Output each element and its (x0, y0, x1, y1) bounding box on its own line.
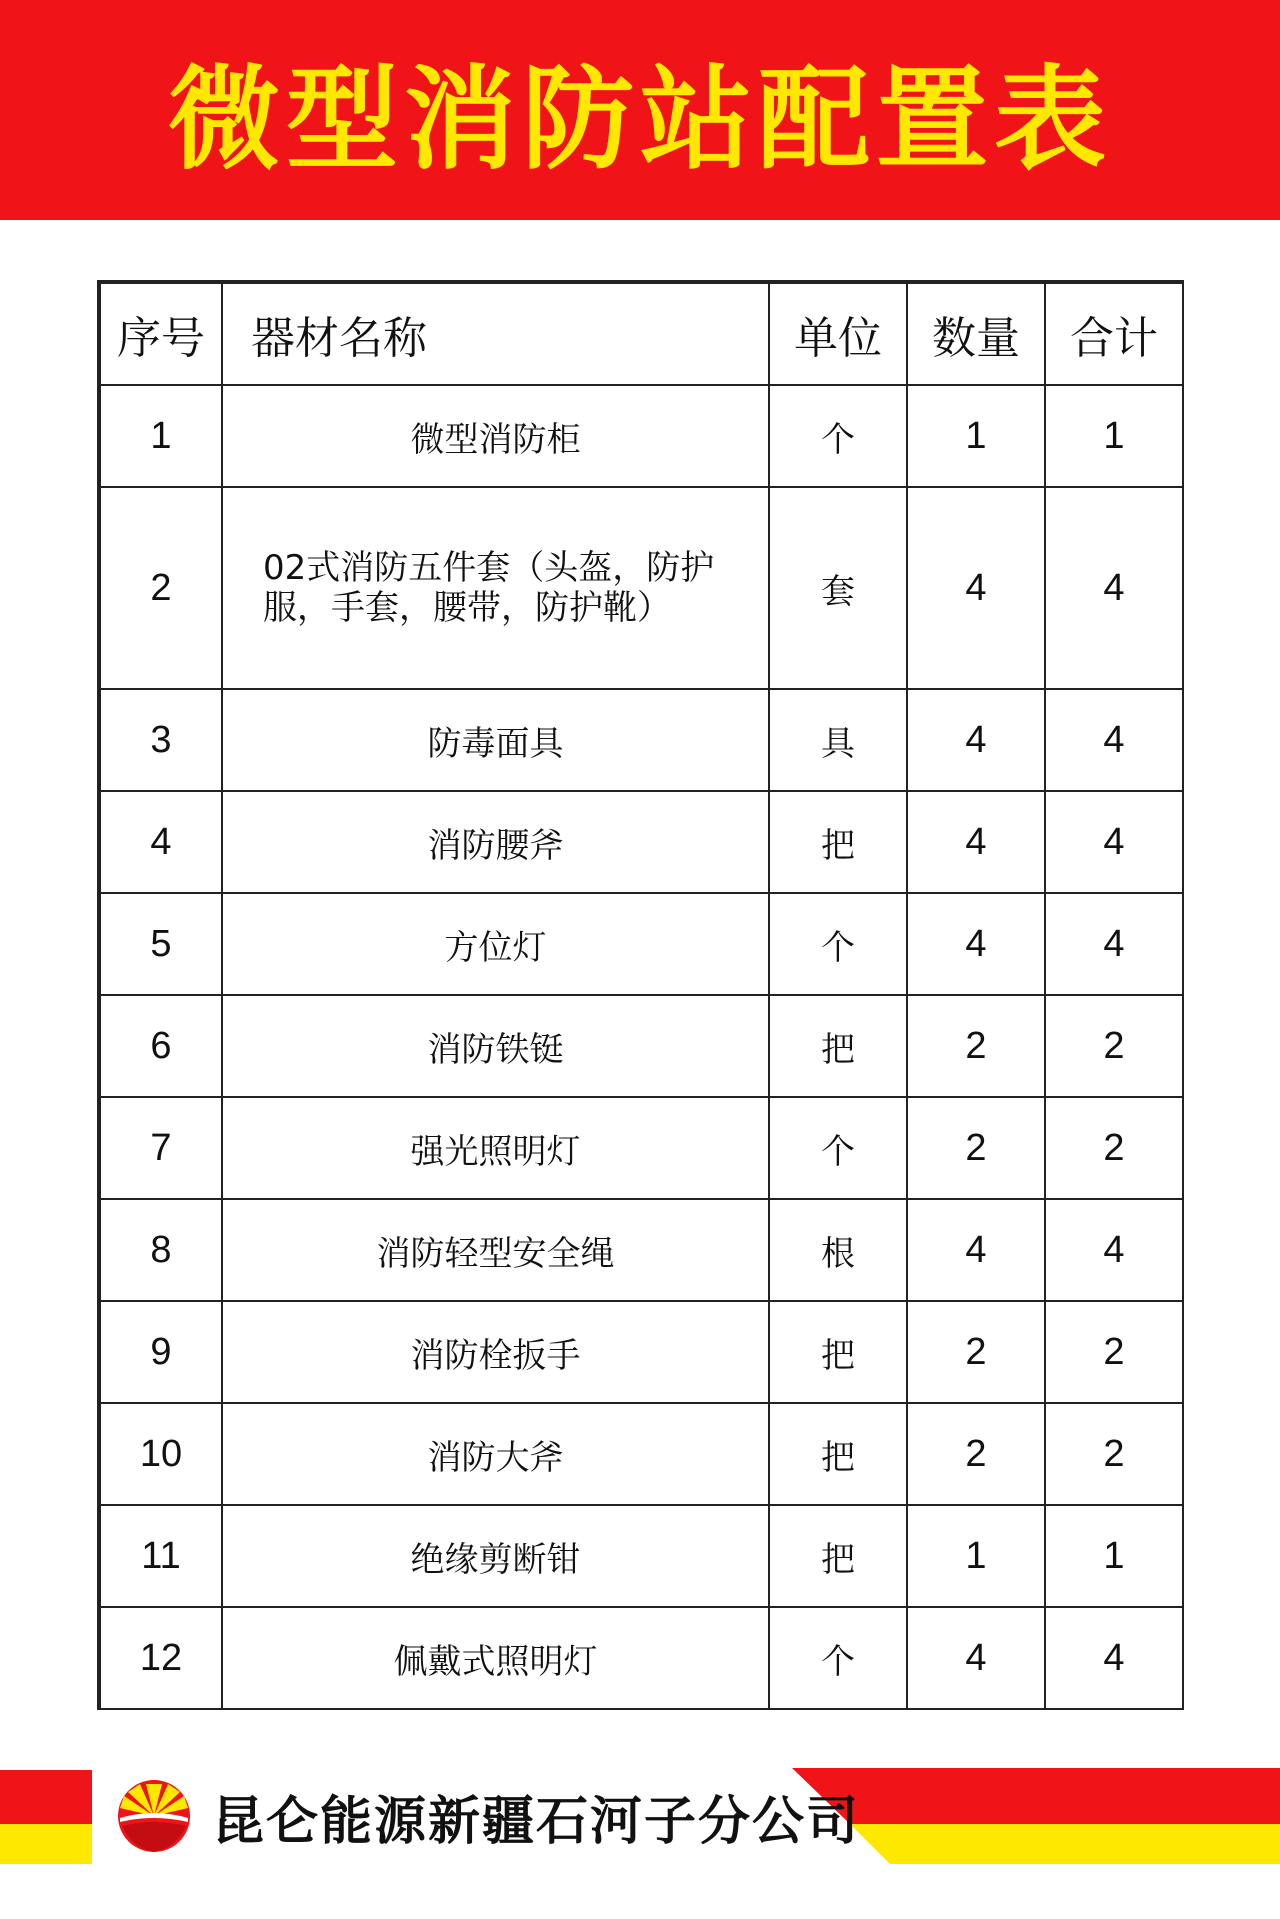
row-seq: 8 (100, 1199, 222, 1301)
table-header-row (100, 283, 1183, 385)
company-logo-icon (116, 1778, 192, 1854)
table-row (100, 791, 1183, 893)
row-total: 4 (1045, 1199, 1183, 1301)
row-qty: 1 (907, 385, 1045, 487)
row-qty: 4 (907, 487, 1045, 689)
row-seq: 6 (100, 995, 222, 1097)
row-seq: 11 (100, 1505, 222, 1607)
row-total: 2 (1045, 1403, 1183, 1505)
row-qty: 2 (907, 995, 1045, 1097)
row-name: 消防腰斧 (222, 791, 769, 893)
table-row (100, 1607, 1183, 1709)
row-unit: 个 (769, 385, 907, 487)
table-row (100, 1199, 1183, 1301)
table-row (100, 1505, 1183, 1607)
table-row (100, 1301, 1183, 1403)
row-name: 方位灯 (222, 893, 769, 995)
row-qty: 4 (907, 893, 1045, 995)
row-name: 消防栓扳手 (222, 1301, 769, 1403)
table-row (100, 689, 1183, 791)
footer-red-band (792, 1768, 1280, 1824)
row-qty: 1 (907, 1505, 1045, 1607)
table-row (100, 487, 1183, 689)
header-seq: 序号 (100, 283, 222, 385)
row-name: 强光照明灯 (222, 1097, 769, 1199)
row-unit: 具 (769, 689, 907, 791)
row-qty: 2 (907, 1301, 1045, 1403)
row-seq: 7 (100, 1097, 222, 1199)
equipment-table-frame (97, 280, 1184, 1710)
row-seq: 4 (100, 791, 222, 893)
row-total: 4 (1045, 1607, 1183, 1709)
row-unit: 把 (769, 791, 907, 893)
footer-yellow-band (850, 1824, 1280, 1864)
row-name: 消防轻型安全绳 (222, 1199, 769, 1301)
row-qty: 2 (907, 1403, 1045, 1505)
row-unit: 把 (769, 1301, 907, 1403)
header-name: 器材名称 (222, 283, 769, 385)
row-total: 4 (1045, 893, 1183, 995)
row-seq: 10 (100, 1403, 222, 1505)
row-seq: 2 (100, 487, 222, 689)
row-total: 2 (1045, 1301, 1183, 1403)
row-name: 消防大斧 (222, 1403, 769, 1505)
row-total: 2 (1045, 995, 1183, 1097)
row-unit: 个 (769, 1607, 907, 1709)
row-unit: 根 (769, 1199, 907, 1301)
row-unit: 把 (769, 1505, 907, 1607)
row-qty: 4 (907, 791, 1045, 893)
row-total: 1 (1045, 385, 1183, 487)
row-seq: 3 (100, 689, 222, 791)
row-name: 佩戴式照明灯 (222, 1607, 769, 1709)
row-unit: 套 (769, 487, 907, 689)
row-qty: 4 (907, 1607, 1045, 1709)
row-name: 微型消防柜 (222, 385, 769, 487)
row-name: 02式消防五件套（头盔，防护服，手套，腰带，防护靴） (222, 487, 769, 689)
row-name: 防毒面具 (222, 689, 769, 791)
row-seq: 1 (100, 385, 222, 487)
company-name: 昆仑能源新疆石河子分公司 (212, 1791, 861, 1852)
table-row (100, 385, 1183, 487)
row-qty: 4 (907, 1199, 1045, 1301)
page-title: 微型消防站配置表 (168, 54, 1112, 185)
row-seq: 12 (100, 1607, 222, 1709)
row-qty: 2 (907, 1097, 1045, 1199)
table-row (100, 1097, 1183, 1199)
row-total: 4 (1045, 689, 1183, 791)
header-qty: 数量 (907, 283, 1045, 385)
row-total: 2 (1045, 1097, 1183, 1199)
row-unit: 把 (769, 995, 907, 1097)
row-unit: 个 (769, 893, 907, 995)
row-qty: 4 (907, 689, 1045, 791)
header-unit: 单位 (769, 283, 907, 385)
table-row (100, 893, 1183, 995)
row-unit: 把 (769, 1403, 907, 1505)
row-seq: 9 (100, 1301, 222, 1403)
table-row (100, 995, 1183, 1097)
header-total: 合计 (1045, 283, 1183, 385)
row-total: 1 (1045, 1505, 1183, 1607)
table-row (100, 1403, 1183, 1505)
row-name: 绝缘剪断钳 (222, 1505, 769, 1607)
equipment-table (99, 282, 1184, 1710)
row-total: 4 (1045, 487, 1183, 689)
row-seq: 5 (100, 893, 222, 995)
row-total: 4 (1045, 791, 1183, 893)
row-unit: 个 (769, 1097, 907, 1199)
row-name: 消防铁铤 (222, 995, 769, 1097)
